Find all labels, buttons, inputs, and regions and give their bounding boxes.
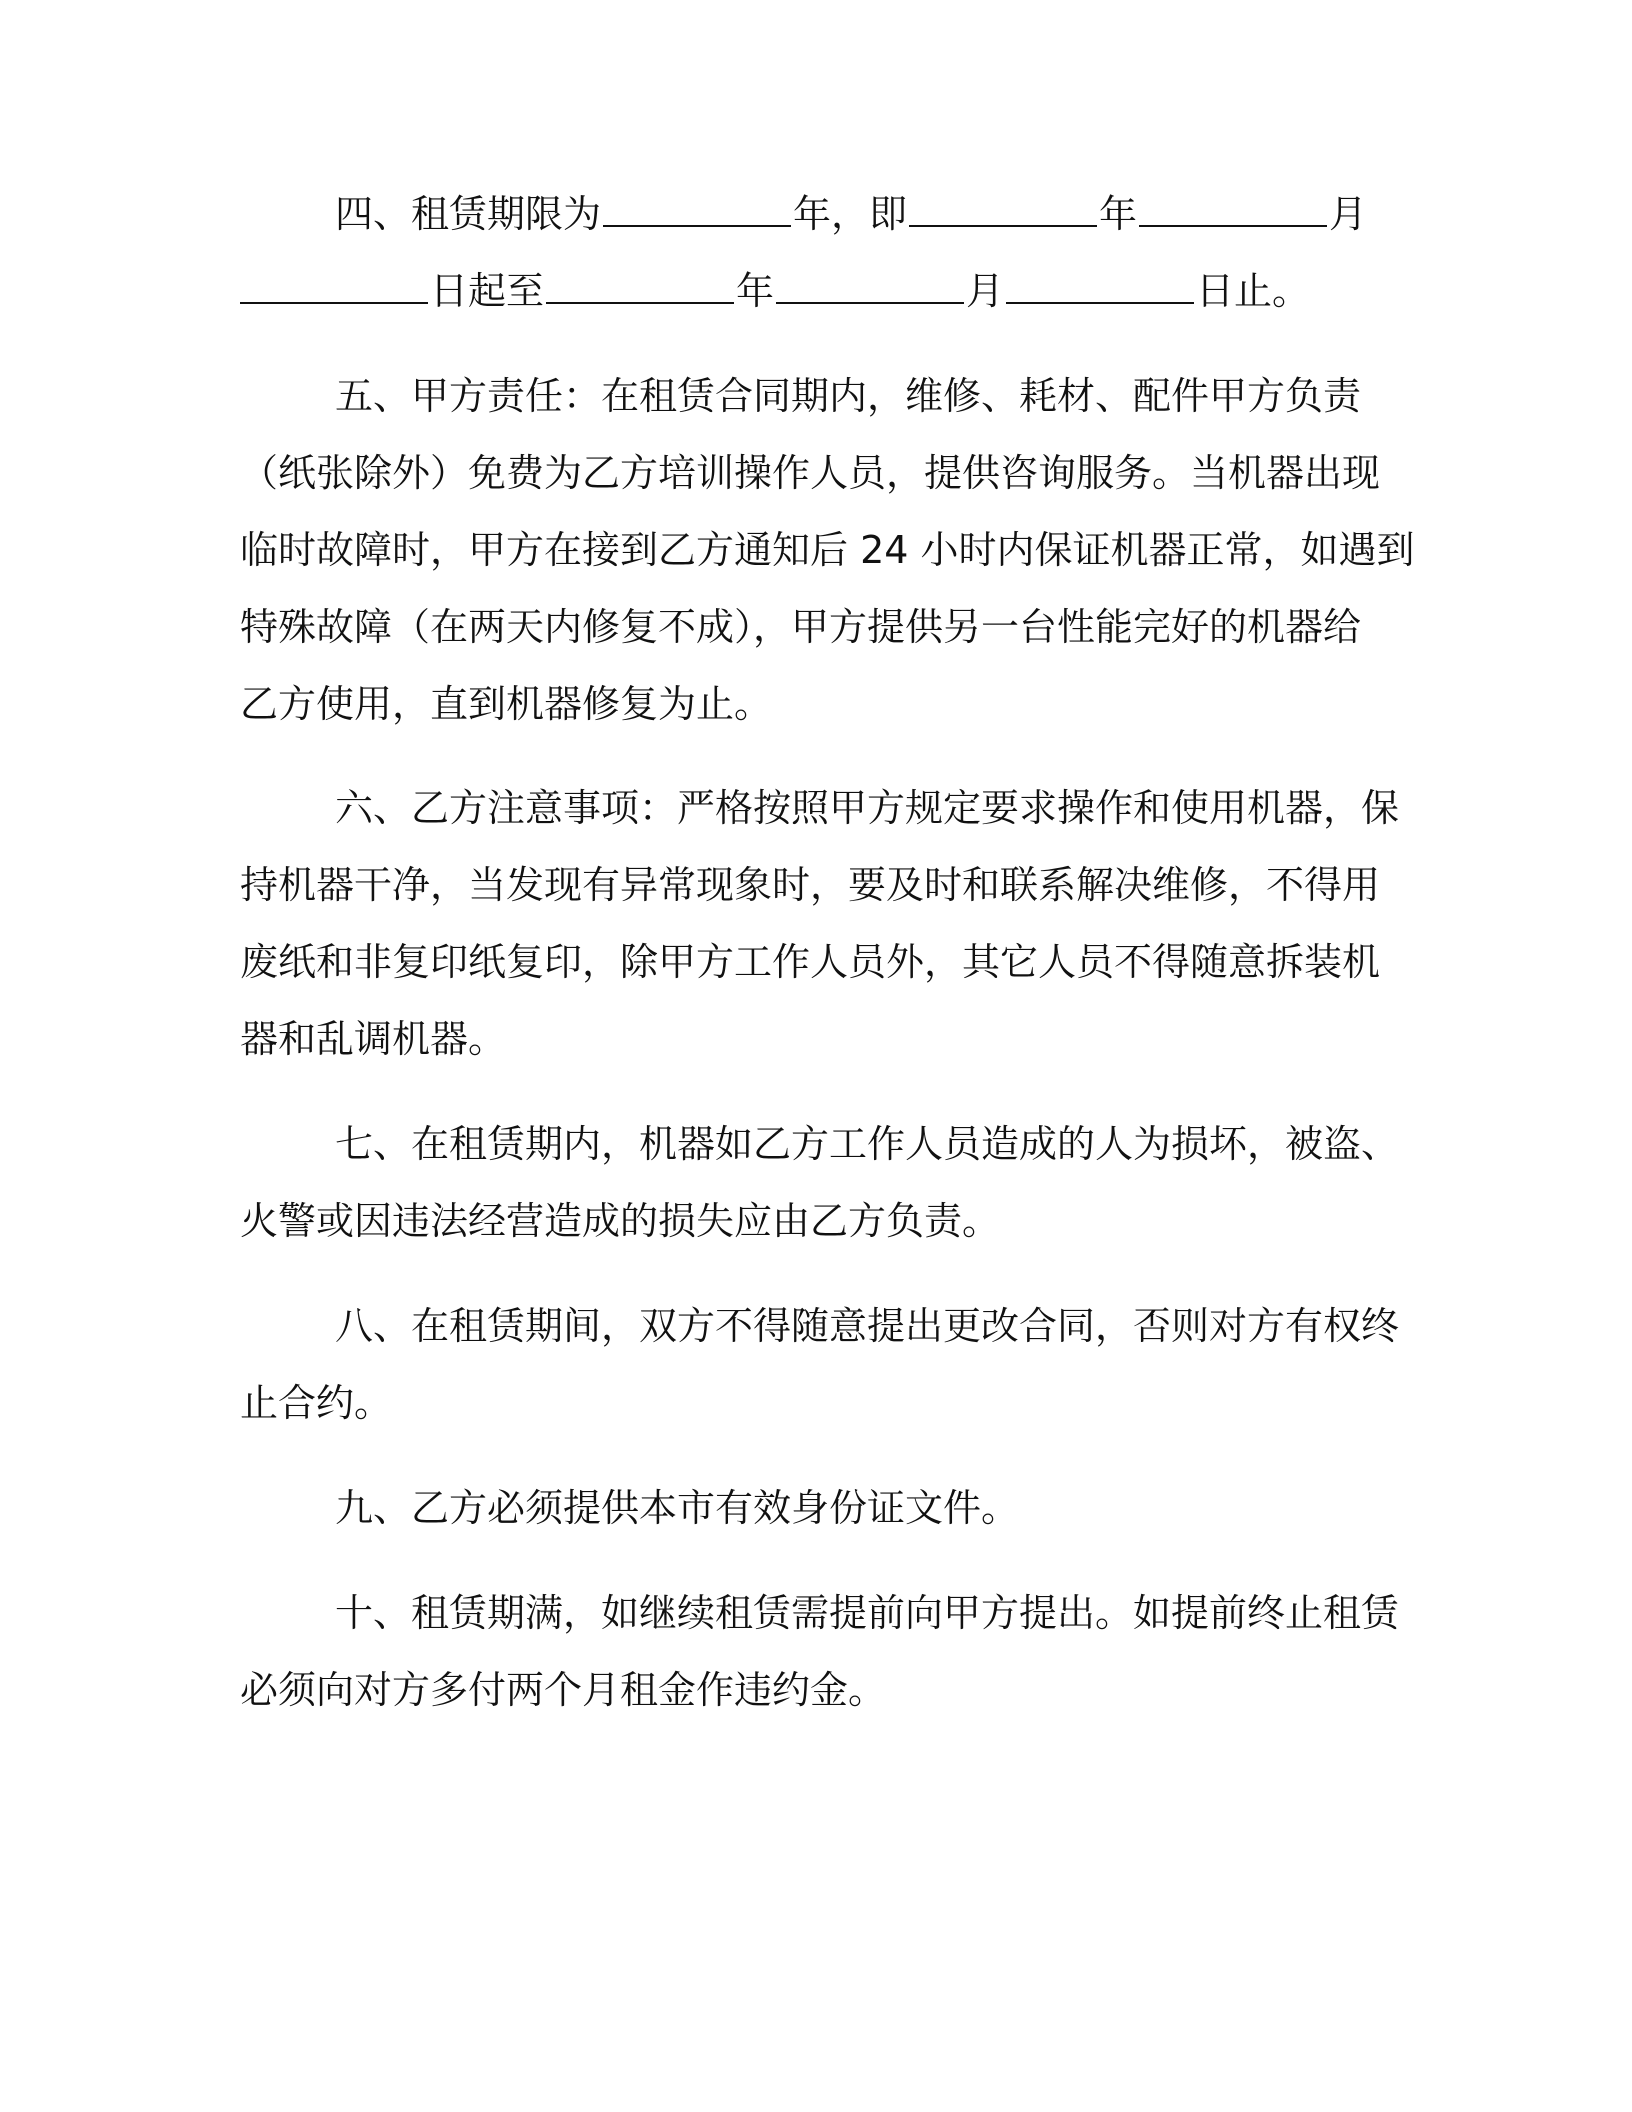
clause-4 bbox=[240, 176, 1390, 330]
blank-field bbox=[909, 185, 1097, 227]
clause-10-line-2: 必须向对方多付两个月租金作违约金。 bbox=[240, 1668, 887, 1712]
clause-4-text-4: 月 bbox=[1329, 192, 1368, 236]
clause-4-text-7: 月 bbox=[966, 269, 1005, 313]
clause-6 bbox=[240, 770, 1400, 1078]
clause-5-line-1: 五、甲方责任：在租赁合同期内，维修、耗材、配件甲方负责 bbox=[335, 374, 1362, 418]
clause-6-line-2: 持机器干净，当发现有异常现象时，要及时和联系解决维修，不得用 bbox=[240, 863, 1381, 907]
clause-8 bbox=[240, 1288, 1400, 1442]
clause-7-line-1: 七、在租赁期内，机器如乙方工作人员造成的人为损坏，被盗、 bbox=[335, 1122, 1400, 1166]
clause-4-text-1: 四、租赁期限为 bbox=[335, 192, 602, 236]
clause-6-line-1: 六、乙方注意事项：严格按照甲方规定要求操作和使用机器，保 bbox=[335, 786, 1400, 830]
clause-5-line-5: 乙方使用，直到机器修复为止。 bbox=[240, 682, 773, 726]
clause-9 bbox=[240, 1470, 1390, 1547]
clause-4-text-5: 日起至 bbox=[430, 269, 545, 313]
clause-4-text-2: 年，即 bbox=[793, 192, 908, 236]
blank-field bbox=[1139, 185, 1327, 227]
document-page bbox=[240, 0, 1415, 2112]
clause-4-text-8: 日止。 bbox=[1196, 269, 1311, 313]
clause-6-line-4: 器和乱调机器。 bbox=[240, 1017, 507, 1061]
clause-4-line-1 bbox=[240, 176, 1390, 253]
clause-5-line-3: 临时故障时，甲方在接到乙方通知后 24 小时内保证机器正常，如遇到 bbox=[240, 528, 1415, 572]
clause-5-line-4: 特殊故障（在两天内修复不成），甲方提供另一台性能完好的机器给 bbox=[240, 605, 1362, 649]
clause-4-text-6: 年 bbox=[736, 269, 775, 313]
clause-4-line-2 bbox=[240, 253, 1390, 330]
clause-7 bbox=[240, 1106, 1400, 1260]
clause-9-line-1: 九、乙方必须提供本市有效身份证文件。 bbox=[335, 1486, 1020, 1530]
clause-5-line-2: （纸张除外）免费为乙方培训操作人员，提供咨询服务。当机器出现 bbox=[240, 451, 1381, 495]
clause-10 bbox=[240, 1575, 1400, 1729]
clause-5 bbox=[240, 358, 1415, 743]
clause-8-line-1: 八、在租赁期间，双方不得随意提出更改合同，否则对方有权终 bbox=[335, 1304, 1400, 1348]
clause-4-text-3: 年 bbox=[1099, 192, 1138, 236]
blank-field bbox=[603, 185, 791, 227]
clause-8-line-2: 止合约。 bbox=[240, 1381, 393, 1425]
clause-10-line-1: 十、租赁期满，如继续租赁需提前向甲方提出。如提前终止租赁 bbox=[335, 1591, 1400, 1635]
clause-7-line-2: 火警或因违法经营造成的损失应由乙方负责。 bbox=[240, 1199, 1001, 1243]
clause-6-line-3: 废纸和非复印纸复印，除甲方工作人员外，其它人员不得随意拆装机 bbox=[240, 940, 1381, 984]
blank-field bbox=[240, 262, 428, 304]
blank-field bbox=[1006, 262, 1194, 304]
blank-field bbox=[776, 262, 964, 304]
blank-field bbox=[546, 262, 734, 304]
